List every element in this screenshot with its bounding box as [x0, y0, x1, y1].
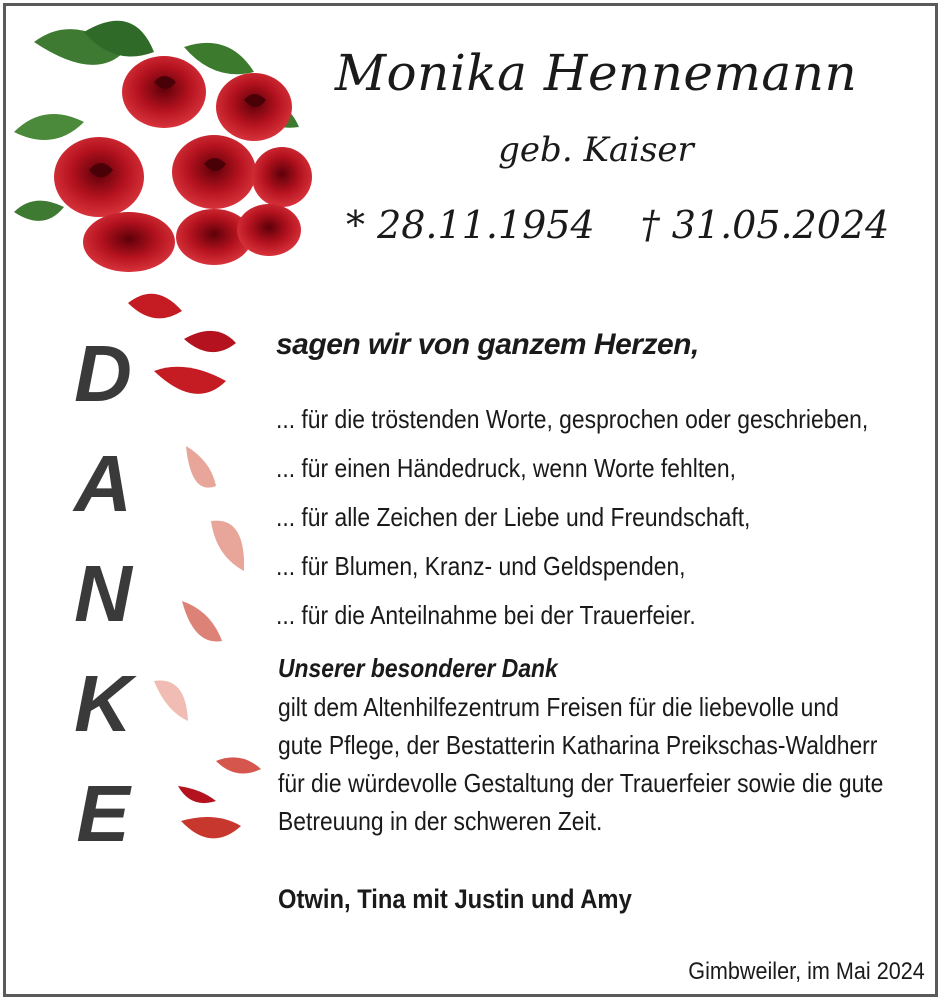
intro-text: sagen wir von ganzem Herzen,	[276, 328, 699, 361]
danke-letter-k: K	[74, 659, 132, 748]
danke-letter-d: D	[74, 329, 132, 418]
special-thanks-title: Unserer besonderer Dank	[278, 653, 558, 683]
rose-petals-decoration	[116, 281, 276, 861]
danke-letter-e: E	[76, 769, 130, 858]
thanks-line: ... für einen Händedruck, wenn Worte fehlten,	[276, 453, 736, 483]
death-date: † 31.05.2024	[640, 203, 890, 247]
thanks-list	[276, 395, 938, 640]
place-and-date: Gimbweiler, im Mai 2024	[688, 958, 925, 985]
thanks-line: ... für alle Zeichen der Liebe und Freundschaft,	[276, 502, 751, 532]
roses-bouquet-image	[14, 12, 314, 277]
special-thanks-line: gute Pflege, der Bestatterin Katharina Preikschas-Waldherr	[278, 730, 878, 760]
special-thanks-line: gilt dem Altenhilfezentrum Freisen für die liebevolle und	[278, 692, 839, 722]
special-thanks-text	[278, 688, 938, 840]
signature: Otwin, Tina mit Justin und Amy	[278, 884, 632, 914]
deceased-name: Monika Hennemann	[334, 44, 858, 102]
danke-letter-a: A	[74, 439, 132, 528]
thanks-line: ... für die Anteilnahme bei der Trauerfeier.	[276, 600, 696, 630]
birth-date: * 28.11.1954	[346, 203, 595, 247]
maiden-name: geb. Kaiser	[498, 130, 694, 170]
notice-frame	[3, 3, 938, 997]
danke-letter-n: N	[74, 549, 132, 638]
thanks-line: ... für die tröstenden Worte, gesprochen oder geschrieben,	[276, 404, 869, 434]
special-thanks-line: Betreuung in der schweren Zeit.	[278, 806, 603, 836]
life-dates	[346, 203, 890, 247]
thanks-line: ... für Blumen, Kranz- und Geldspenden,	[276, 551, 686, 581]
special-thanks-line: für die würdevolle Gestaltung der Trauerfeier sowie die gute	[278, 768, 884, 798]
